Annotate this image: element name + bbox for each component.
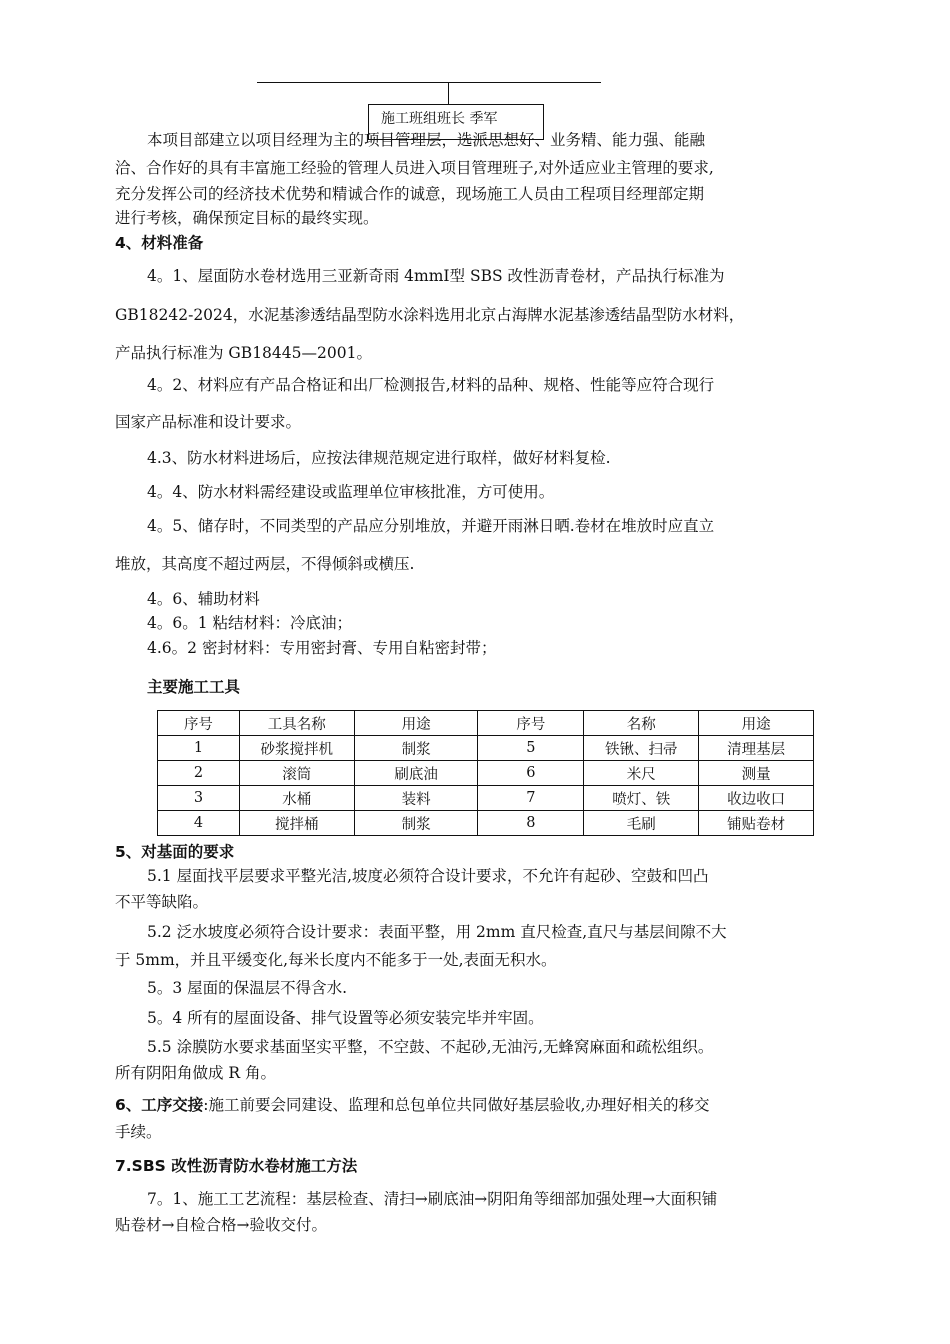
table-cell: 测量	[699, 761, 814, 786]
table-cell: 7	[478, 786, 584, 811]
table-row	[158, 736, 814, 761]
table-cell: 毛刷	[584, 811, 699, 836]
table-cell: 搅拌桶	[239, 811, 354, 836]
table-cell: 3	[158, 786, 240, 811]
table-cell: 5	[478, 736, 584, 761]
tools-table-header-row	[158, 711, 814, 736]
section-6-line-2: 手续。	[115, 1123, 162, 1141]
table-cell: 铺贴卷材	[699, 811, 814, 836]
section-4-heading: 4、材料准备	[115, 234, 204, 252]
section-7-1-line-1: 7。1、施工工艺流程：基层检查、清扫→刷底油→阴阳角等细部加强处理→大面积铺	[147, 1190, 718, 1208]
section-4-5-line-2: 堆放，其高度不超过两层，不得倾斜或横压.	[115, 555, 415, 573]
section-5-heading: 5、对基面的要求	[115, 843, 235, 861]
section-7-heading: 7.SBS 改性沥青防水卷材施工方法	[115, 1157, 358, 1175]
section-5-2-line-2: 于 5mm，并且平缓变化,每米长度内不能多于一处,表面无积水。	[115, 951, 557, 969]
intro-line-2: 洽、合作好的具有丰富施工经验的管理人员进入项目管理班子,对外适应业主管理的要求,	[115, 159, 714, 177]
section-5-5-line-1: 5.5 涂膜防水要求基面坚实平整，不空鼓、不起砂,无油污,无蜂窝麻面和疏松组织。	[147, 1038, 714, 1056]
intro-line-4: 进行考核，确保预定目标的最终实现。	[115, 209, 379, 227]
org-chart-box-label: 施工班组班长 季军	[381, 111, 498, 127]
table-cell: 制浆	[354, 736, 478, 761]
table-cell: 喷灯、铁	[584, 786, 699, 811]
table-cell: 铁锹、扫帚	[584, 736, 699, 761]
table-cell: 收边收口	[699, 786, 814, 811]
section-4-6-1: 4。6。1 粘结材料：冷底油；	[147, 614, 353, 632]
section-6-line-1	[115, 1095, 709, 1115]
table-cell: 滚筒	[239, 761, 354, 786]
table-cell: 2	[158, 761, 240, 786]
section-6-heading: 6、工序交接	[115, 1096, 204, 1114]
section-7-1-line-2: 贴卷材→自检合格→验收交付。	[115, 1216, 327, 1234]
table-cell: 清理基层	[699, 736, 814, 761]
table-cell: 制浆	[354, 811, 478, 836]
section-4-6: 4。6、辅助材料	[147, 590, 260, 608]
table-cell: 砂浆搅拌机	[239, 736, 354, 761]
section-5-5-line-2: 所有阴阳角做成 R 角。	[115, 1064, 277, 1082]
table-header-cell: 序号	[158, 711, 240, 736]
section-4-3: 4.3、防水材料进场后，应按法律规范规定进行取样，做好材料复检.	[147, 449, 611, 467]
table-header-cell: 序号	[478, 711, 584, 736]
section-4-6-2: 4.6。2 密封材料：专用密封膏、专用自粘密封带；	[147, 639, 497, 657]
table-cell: 8	[478, 811, 584, 836]
table-row	[158, 761, 814, 786]
section-5-1-line-2: 不平等缺陷。	[115, 893, 209, 911]
section-4-2-line-2: 国家产品标准和设计要求。	[115, 413, 302, 431]
section-6-text: :施工前要会同建设、监理和总包单位共同做好基层验收,办理好相关的移交	[203, 1096, 710, 1114]
table-header-cell: 用途	[354, 711, 478, 736]
intro-line-1: 本项目部建立以项目经理为主的项目管理层，选派思想好、业务精、能力强、能融	[147, 131, 706, 149]
table-cell: 1	[158, 736, 240, 761]
section-4-1-line-1: 4。1、屋面防水卷材选用三亚新奇雨 4mmⅠ型 SBS 改性沥青卷材，产品执行标准为	[147, 267, 725, 285]
tools-table	[157, 710, 814, 836]
table-header-cell: 名称	[584, 711, 699, 736]
section-5-1-line-1: 5.1 屋面找平层要求平整光洁,坡度必须符合设计要求，不允许有起砂、空鼓和凹凸	[147, 867, 709, 885]
tools-table-title: 主要施工工具	[147, 678, 241, 696]
table-cell: 6	[478, 761, 584, 786]
table-header-cell: 工具名称	[239, 711, 354, 736]
section-5-4: 5。4 所有的屋面设备、排气设置等必须安装完毕并牢固。	[147, 1009, 544, 1027]
table-cell: 水桶	[239, 786, 354, 811]
section-4-5-line-1: 4。5、储存时，不同类型的产品应分别堆放，并避开雨淋日晒.卷材在堆放时应直立	[147, 517, 715, 535]
table-header-cell: 用途	[699, 711, 814, 736]
section-4-2-line-1: 4。2、材料应有产品合格证和出厂检测报告,材料的品种、规格、性能等应符合现行	[147, 376, 715, 394]
table-cell: 刷底油	[354, 761, 478, 786]
section-5-3: 5。3 屋面的保温层不得含水.	[147, 979, 348, 997]
org-chart-top-line	[257, 82, 601, 83]
table-cell: 米尺	[584, 761, 699, 786]
table-cell: 4	[158, 811, 240, 836]
table-row	[158, 786, 814, 811]
section-4-4: 4。4、防水材料需经建设或监理单位审核批准，方可使用。	[147, 483, 555, 501]
section-4-1-line-3: 产品执行标准为 GB18445—2001。	[115, 344, 372, 362]
intro-line-3: 充分发挥公司的经济技术优势和精诚合作的诚意，现场施工人员由工程项目经理部定期	[115, 185, 705, 203]
table-cell: 装料	[354, 786, 478, 811]
section-4-1-line-2: GB18242-2024，水泥基渗透结晶型防水涂料选用北京占海牌水泥基渗透结晶型防水材料，	[115, 306, 745, 324]
section-5-2-line-1: 5.2 泛水坡度必须符合设计要求：表面平整，用 2mm 直尺检查,直尺与基层间隙不大	[147, 923, 727, 941]
table-row	[158, 811, 814, 836]
